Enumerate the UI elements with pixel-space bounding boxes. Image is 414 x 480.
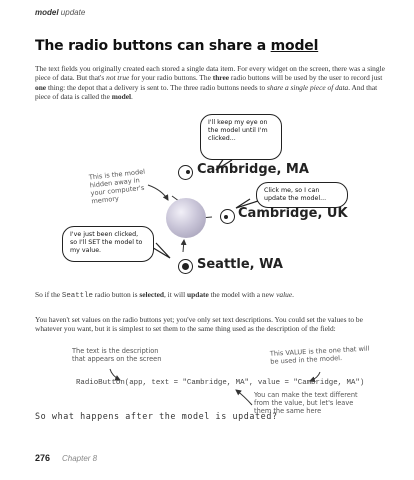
title-keyword: model [270,38,319,54]
bubble-just-clicked [62,226,154,262]
intro-bold-3: model [111,92,132,102]
header-model: model [35,8,59,17]
note-hidden-model-text: This is the model hidden away in your computer's memory [88,167,146,206]
radio-cambridge-uk[interactable] [220,209,235,224]
radio-selected-dot [182,263,189,270]
arrow-make-different [236,390,252,405]
bubble-click-me-text: Click me, so I can update the model... [264,187,327,202]
para2-emphasis: value [276,290,293,299]
intro-emphasis-2: share a single piece of data [267,82,349,92]
radio-eye-dot [186,170,190,174]
para2-text-4: the model with a new [208,290,277,299]
selected-paragraph [35,290,385,301]
para2-bold-2: update [186,290,209,299]
arrow-seattle-to-model [183,240,184,252]
intro-bold-1: three [212,73,230,83]
radio-eye-dot [224,215,228,219]
radio-label-cambridge-uk: Cambridge, UK [238,206,348,221]
title-prefix: The radio buttons can share a [35,38,271,54]
note-make-different-text: You can make the text different from the value, but let's leave them the same here [254,391,358,415]
para2-text-5: . [292,290,294,299]
intro-text-5: . And that piece of data is called the [35,82,378,102]
para2-code: Seattle [61,292,93,300]
radio-seattle-wa[interactable] [178,259,193,274]
note-hidden-model [89,167,158,206]
bubble-click-me [256,182,348,208]
bubble-keep-eye [200,114,282,160]
chapter-label: Chapter 8 [62,454,98,463]
so-what-question: So what happens after the model is updated? [35,411,278,421]
intro-text-3: radio buttons will be used by the user to record just [229,73,383,83]
radio-label-seattle-wa: Seattle, WA [197,257,283,272]
intro-text-6: . [131,92,133,102]
intro-text-1: The text fields you originally created each stored a single data item. For every widget on the screen, there was a single piece of data. But that's [35,64,385,83]
para2-bold-1: selected [139,290,164,299]
note-value-used-text: This VALUE is the one that will be used in the model. [269,344,370,366]
bubble-just-clicked-text: I've just been clicked, so I'll SET the model to my value. [70,231,143,254]
intro-emphasis-1: not true [106,73,130,83]
para2-text-1: So if the [35,290,62,299]
radio-cambridge-ma[interactable] [178,165,193,180]
intro-bold-2: one [35,82,47,92]
values-paragraph: You haven't set values on the radio buttons yet; you've only set text descriptions. You could set the values to be whatever you want, but it is simplest to set them to the same thing used as the description of the field: [35,315,363,334]
para2-text-2: radio button is [92,290,140,299]
note-description [72,347,172,363]
header-update: update [60,8,86,17]
note-description-text: The text is the description that appears on the screen [72,347,162,363]
intro-text-4: thing: the depot that a delivery is sent to. The three radio buttons needs to [46,82,268,92]
bubble-keep-eye-text: I'll keep my eye on the model until I'm clicked... [208,119,268,142]
code-line: RadioButton(app, text = "Cambridge, MA", value = "Cambridge, MA") [76,379,365,387]
radio-label-cambridge-ma: Cambridge, MA [197,162,309,177]
page-number: 276 [35,453,51,463]
intro-text-2: for your radio buttons. The [129,73,213,83]
para2-text-3: , it will [163,290,187,299]
model-sphere [166,198,206,238]
